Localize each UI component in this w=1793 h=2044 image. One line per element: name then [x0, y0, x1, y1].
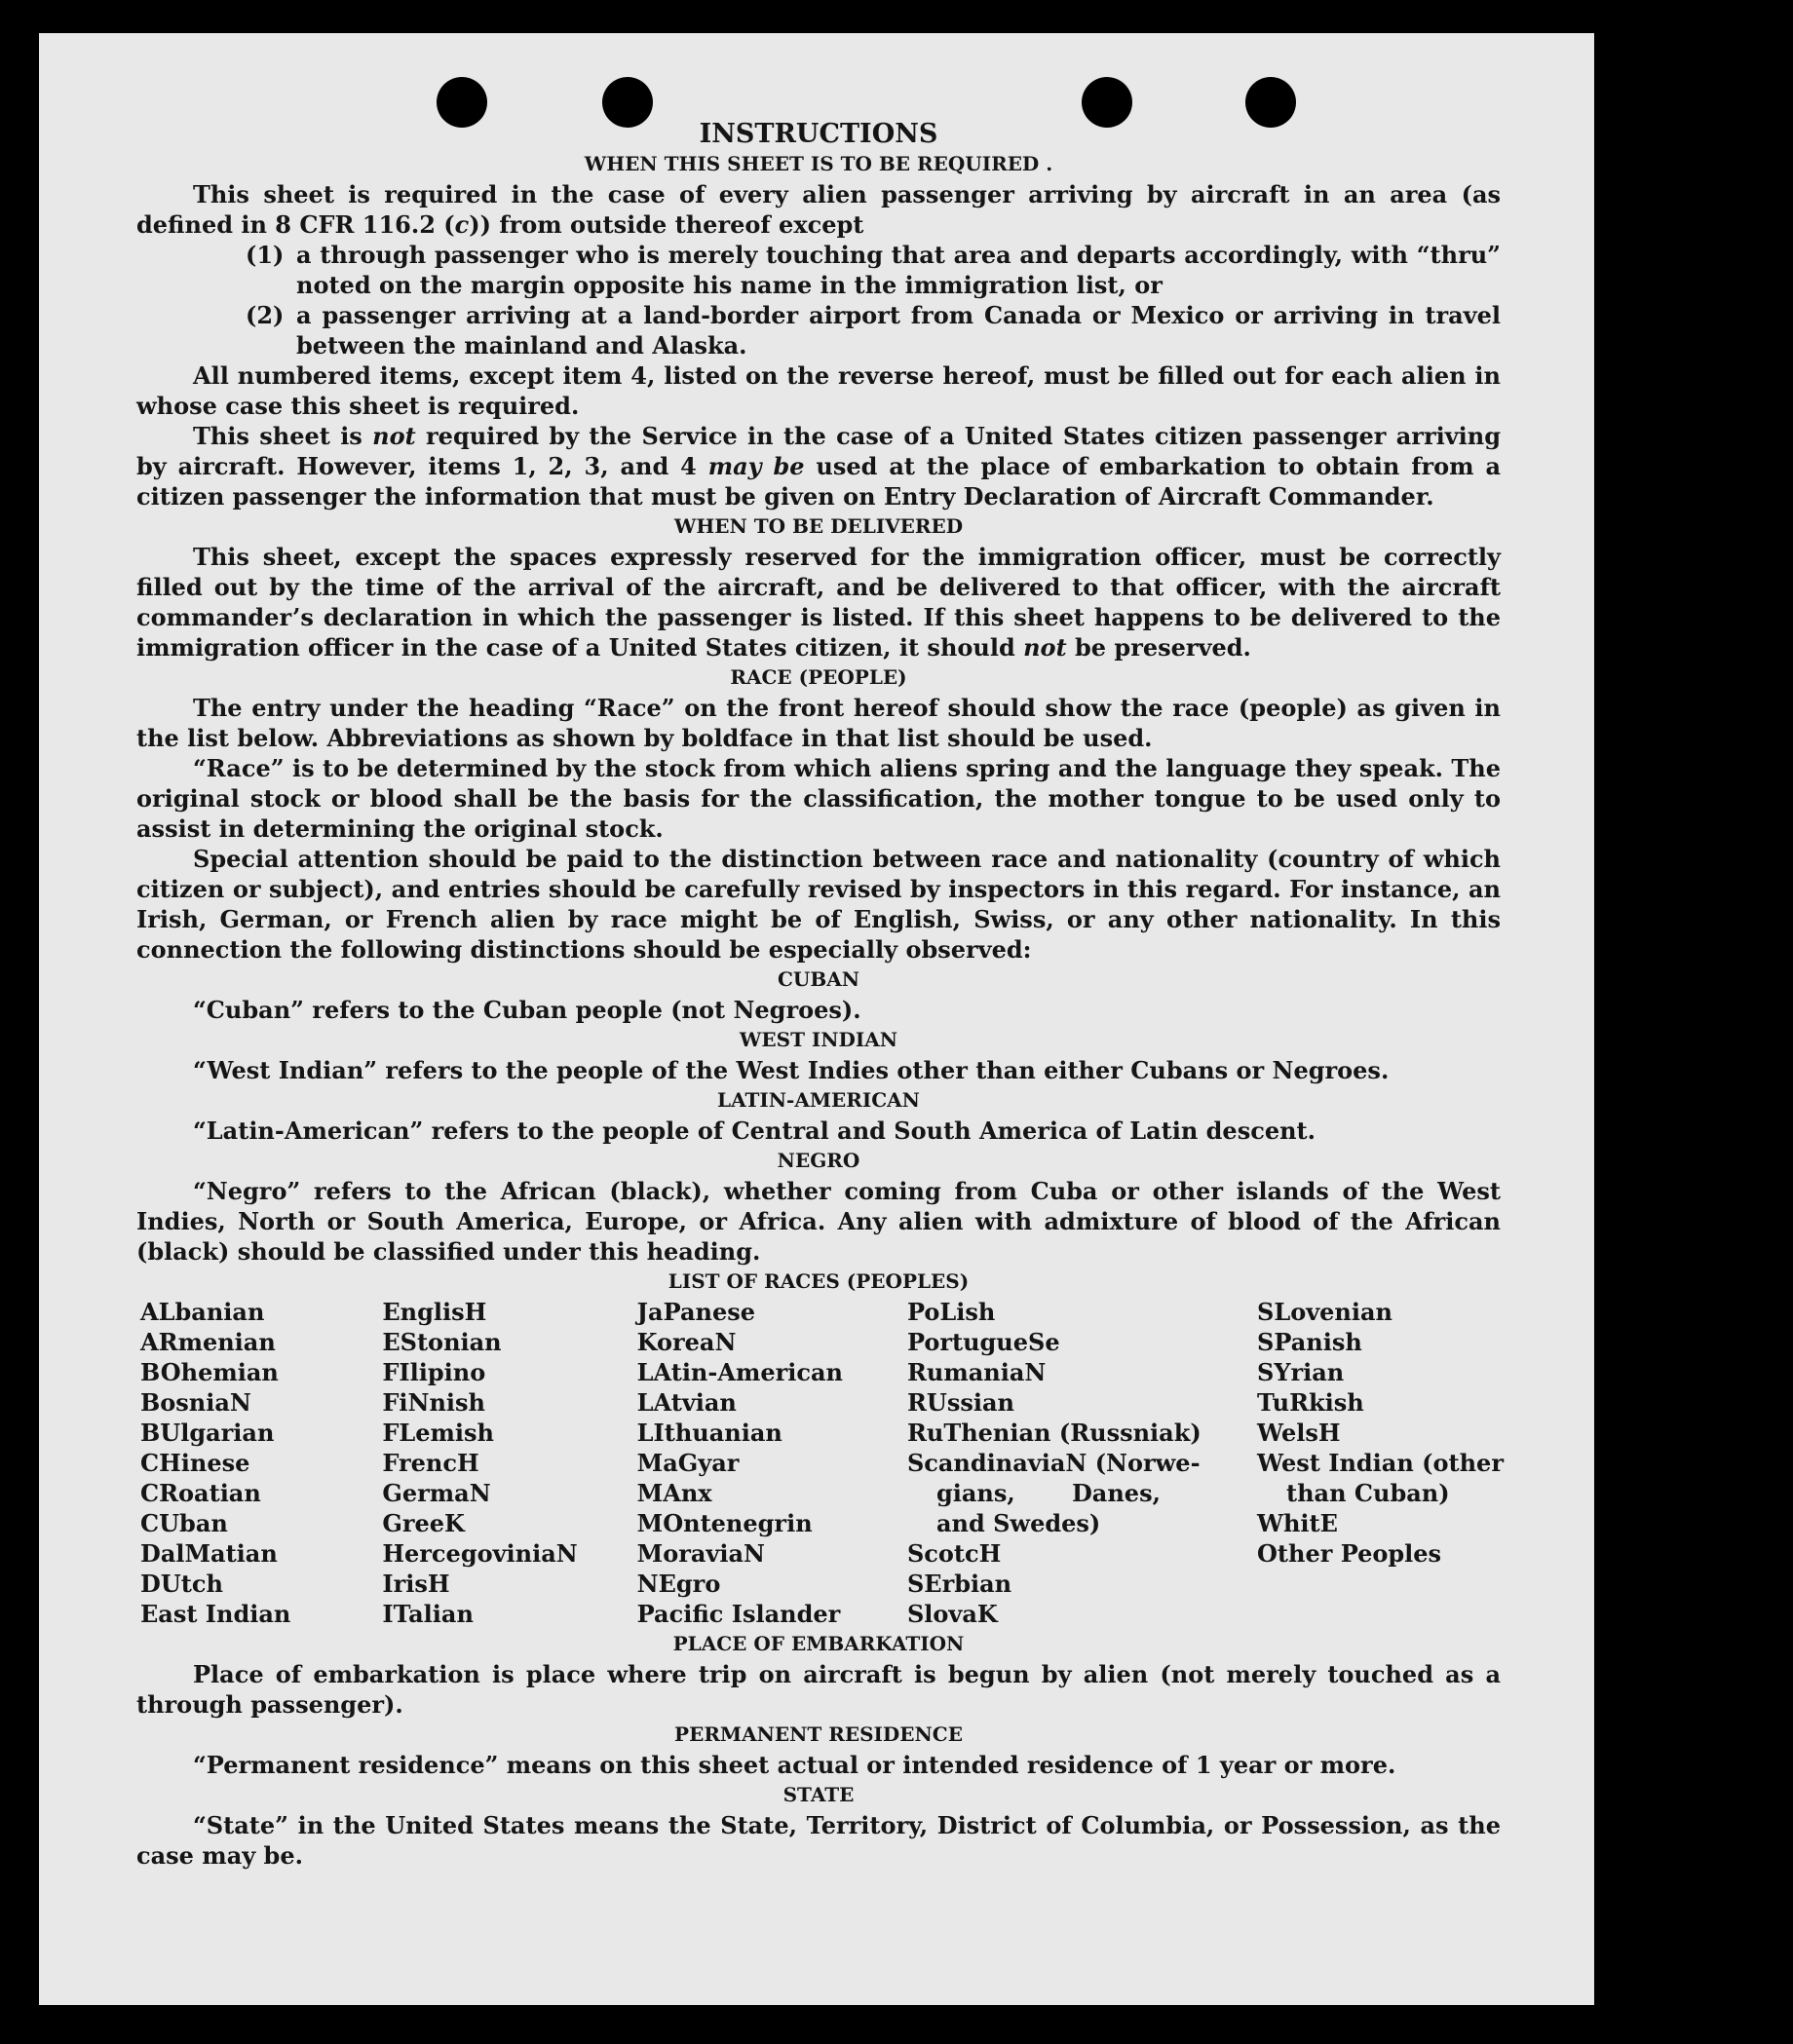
delivered-text: This sheet, except the spaces expressly reserved for the immigration officer, must be correctly filled out by the time of the arrival of the aircraft, and be delivered to that officer, with the aircraft commander’s declaration in which the passenger is listed. If this sheet happens to be delivered to the immigration officer in the case of a United States citizen, it should	[136, 543, 1501, 662]
exception-item	[246, 240, 1501, 300]
residence-para: “Permanent residence” means on this sheet actual or intended residence of 1 year or more.	[193, 1751, 1396, 1779]
exception-text: a passenger arriving at a land-border airport from Canada or Mexico or arriving in travel between the mainland and Alaska.	[296, 301, 1501, 360]
race-item-continuation: than Cuban)	[1286, 1479, 1450, 1507]
citizen-text: required by the Service in the case of a United States citizen passenger arriving by aircraft. However, items 1, 2, 3, and 4	[136, 422, 1502, 480]
heading-list-of-races: LIST OF RACES (PEOPLES)	[668, 1269, 970, 1293]
numbered-items-para: All numbered items, except item 4, listed on the reverse hereof, must be filled out for each alien in whose case this sheet is required.	[136, 361, 1501, 420]
race-column	[140, 1297, 382, 1629]
race-item: FrencH	[382, 1449, 479, 1477]
race-item: PortugueSe	[906, 1328, 1060, 1356]
race-item: HercegoviniaN	[382, 1539, 578, 1568]
race-item: EStonian	[382, 1328, 502, 1356]
race-para-2: “Race” is to be determined by the stock from which aliens spring and the language they speak. The original stock or blood shall be the basis for the classification, the mother tongue to be used only to assist in determining the original stock.	[136, 754, 1501, 843]
west-indian-para: “West Indian” refers to the people of the West Indies other than either Cubans or Negroes.	[193, 1056, 1390, 1084]
race-item: WhitE	[1257, 1509, 1338, 1537]
exception-number: (2)	[246, 301, 285, 329]
heading-when-delivered: WHEN TO BE DELIVERED	[673, 514, 964, 538]
heading-state: STATE	[782, 1783, 855, 1806]
race-list	[140, 1297, 1504, 1629]
citizen-text: This sheet is	[193, 422, 373, 450]
race-item: CRoatian	[140, 1479, 261, 1507]
race-item: GermaN	[382, 1479, 491, 1507]
race-item: RumaniaN	[906, 1358, 1047, 1386]
heading-when-required: WHEN THIS SHEET IS TO BE REQUIRED .	[584, 152, 1053, 175]
latin-american-para: “Latin-American” refers to the people of Central and South America of Latin descent.	[193, 1117, 1316, 1145]
race-item: WelsH	[1257, 1419, 1341, 1447]
race-item: JaPanese	[636, 1298, 756, 1326]
exception-item	[246, 300, 1501, 360]
race-item: CUban	[140, 1509, 228, 1537]
delivered-not: not	[1023, 633, 1067, 662]
race-item: RuThenian (Russniak)	[906, 1419, 1202, 1447]
required-intro-text: This sheet is required in the case of every alien passenger arriving by aircraft in an area (as defined in 8 CFR 116.2 (	[136, 180, 1501, 239]
race-item: RUssian	[906, 1388, 1014, 1417]
race-item: GreeK	[382, 1509, 465, 1537]
state-para: “State” in the United States means the State, Territory, District of Columbia, or Possession, as the case may be.	[136, 1811, 1501, 1870]
race-item: FLemish	[382, 1419, 494, 1447]
delivered-para	[136, 542, 1501, 662]
race-column	[907, 1297, 1257, 1629]
document-sheet	[39, 33, 1594, 2005]
race-item: TuRkish	[1257, 1388, 1364, 1417]
race-item: MAnx	[636, 1479, 712, 1507]
embarkation-para: Place of embarkation is place where trip on aircraft is begun by alien (not merely touched as a through passenger).	[136, 1660, 1501, 1719]
race-column	[382, 1297, 636, 1629]
race-item: ScotcH	[906, 1539, 1002, 1568]
race-item: East Indian	[140, 1600, 291, 1628]
race-column	[1257, 1297, 1504, 1629]
race-item: ITalian	[382, 1600, 474, 1628]
required-intro	[136, 179, 1501, 240]
page-title: INSTRUCTIONS	[699, 119, 938, 149]
instructions-body	[136, 119, 1504, 1871]
race-column	[637, 1297, 907, 1629]
race-item: SLovenian	[1257, 1298, 1392, 1326]
race-item: MOntenegrin	[636, 1509, 813, 1537]
race-item: SlovaK	[906, 1600, 998, 1628]
race-item: CHinese	[140, 1449, 250, 1477]
exception-list	[136, 240, 1501, 360]
required-intro-text-end: )) from outside thereof except	[469, 210, 864, 239]
race-item: SPanish	[1257, 1328, 1362, 1356]
race-item: BUlgarian	[140, 1419, 275, 1447]
race-item: Pacific Islander	[636, 1600, 841, 1628]
race-item: NEgro	[636, 1570, 721, 1598]
exception-number: (1)	[246, 241, 285, 269]
citizen-may-be: may be	[707, 452, 805, 480]
race-item: EnglisH	[382, 1298, 487, 1326]
race-item: DUtch	[140, 1570, 223, 1598]
heading-negro: NEGRO	[777, 1149, 860, 1172]
race-item: ScandinaviaN (Norwe-	[906, 1449, 1201, 1477]
citizen-text: used at the place of embarkation to obtain from a citizen passenger the information that must be given on Entry Declaration of Aircraft Commander.	[136, 452, 1501, 511]
race-item: MaGyar	[636, 1449, 740, 1477]
race-item: MoraviaN	[636, 1539, 765, 1568]
race-item: BosniaN	[140, 1388, 251, 1417]
race-item: BOhemian	[140, 1358, 279, 1386]
race-item: SErbian	[906, 1570, 1012, 1598]
race-item: IrisH	[382, 1570, 450, 1598]
heading-cuban: CUBAN	[777, 967, 860, 991]
race-item: LAtvian	[636, 1388, 737, 1417]
race-item: LAtin-American	[636, 1358, 844, 1386]
race-item: Other Peoples	[1257, 1539, 1442, 1568]
race-item: ARmenian	[140, 1328, 276, 1356]
race-item: West Indian (other	[1257, 1449, 1504, 1477]
heading-embarkation: PLACE OF EMBARKATION	[672, 1632, 965, 1655]
exception-text: a through passenger who is merely touching that area and departs accordingly, with “thru” noted on the margin opposite his name in the immigration list, or	[296, 241, 1501, 299]
citizen-para	[136, 421, 1501, 511]
negro-para: “Negro” refers to the African (black), whether coming from Cuba or other islands of the West Indies, North or South America, Europe, or Africa. Any alien with admixture of blood of the African (black) should be classified under this heading.	[136, 1177, 1501, 1266]
race-item: DalMatian	[140, 1539, 278, 1568]
heading-race: RACE (PEOPLE)	[730, 665, 907, 689]
heading-west-indian: WEST INDIAN	[739, 1028, 898, 1051]
race-item: LIthuanian	[636, 1419, 782, 1447]
delivered-text-end: be preserved.	[1066, 633, 1251, 662]
cuban-para: “Cuban” refers to the Cuban people (not Negroes).	[193, 996, 861, 1024]
race-para-3: Special attention should be paid to the distinction between race and nationality (country of which citizen or subject), and entries should be carefully revised by inspectors in this regard. For instance, an Irish, German, or French alien by race might be of English, Swiss, or any other nationality. In this connection the following distinctions should be especially observed:	[136, 845, 1501, 964]
race-item-continuation: gians, Danes, and Swedes)	[935, 1479, 1161, 1537]
heading-latin-american: LATIN-AMERICAN	[717, 1088, 920, 1112]
race-item: FiNnish	[382, 1388, 485, 1417]
heading-permanent-residence: PERMANENT RESIDENCE	[674, 1722, 963, 1746]
race-item: PoLish	[906, 1298, 996, 1326]
race-item: FIlipino	[382, 1358, 486, 1386]
cfr-subsection: c	[454, 210, 470, 239]
race-item: ALbanian	[140, 1298, 265, 1326]
race-para-1: The entry under the heading “Race” on the front hereof should show the race (people) as given in the list below. Abbreviations as shown by boldface in that list should be used.	[136, 694, 1501, 752]
race-item: KoreaN	[636, 1328, 737, 1356]
citizen-not: not	[372, 422, 416, 450]
race-item: SYrian	[1257, 1358, 1345, 1386]
